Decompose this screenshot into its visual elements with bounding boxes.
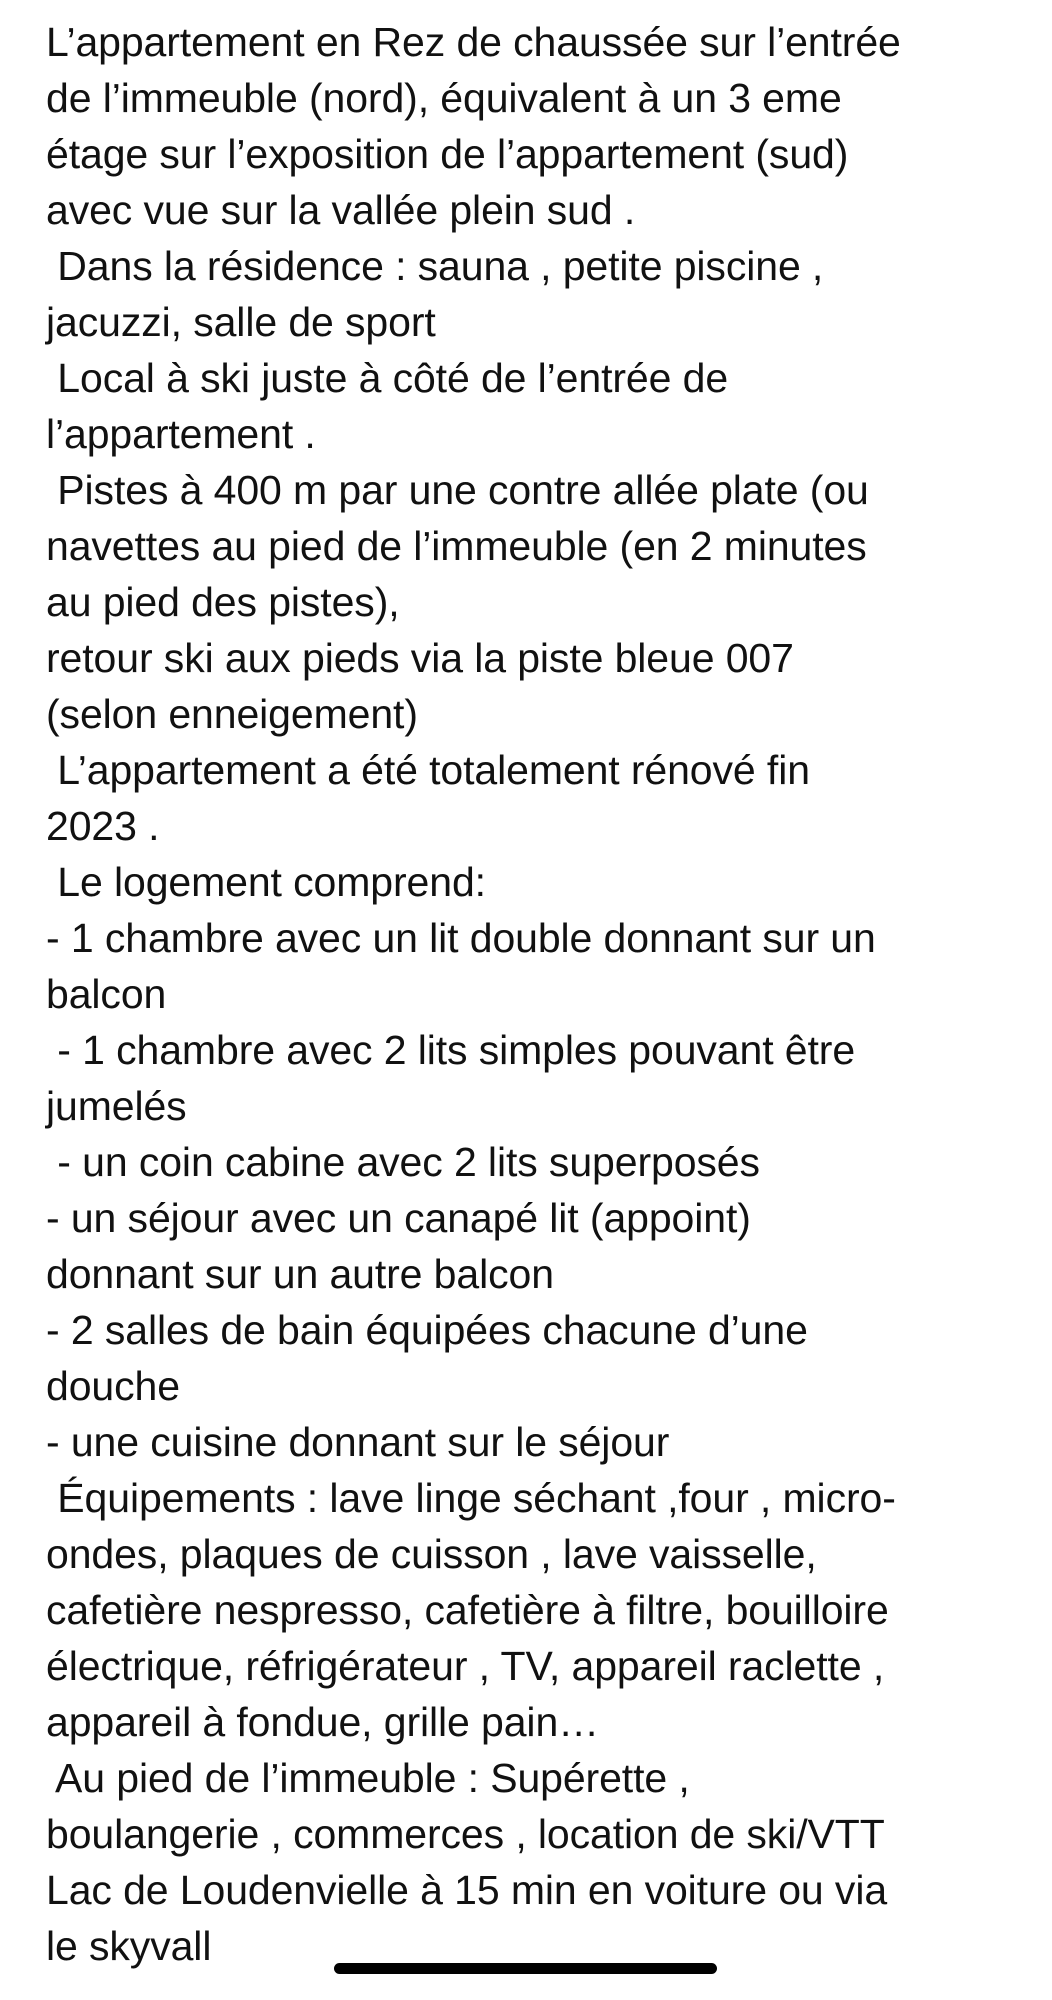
note-line: Pistes à 400 m par une contre allée plate (ou [46, 467, 869, 513]
note-line: - un coin cabine avec 2 lits superposés [46, 1139, 760, 1185]
note-line: électrique, réfrigérateur , TV, appareil raclette , [46, 1643, 885, 1689]
note-text-body [46, 14, 1046, 1974]
note-line: - une cuisine donnant sur le séjour [46, 1419, 670, 1465]
note-line: au pied des pistes), [46, 579, 400, 625]
note-line: cafetière nespresso, cafetière à filtre, bouilloire [46, 1587, 889, 1633]
note-line: boulangerie , commerces , location de ski/VTT [46, 1811, 885, 1857]
note-line: L’appartement en Rez de chaussée sur l’entrée [46, 19, 901, 65]
note-line: - 2 salles de bain équipées chacune d’une [46, 1307, 808, 1353]
note-line: donnant sur un autre balcon [46, 1251, 554, 1297]
note-line: de l’immeuble (nord), équivalent à un 3 eme [46, 75, 842, 121]
note-line: Dans la résidence : sauna , petite piscine , [46, 243, 824, 289]
note-line: avec vue sur la vallée plein sud . [46, 187, 636, 233]
note-line: appareil à fondue, grille pain… [46, 1699, 600, 1745]
note-line: le skyvall [46, 1923, 212, 1969]
home-indicator-bar[interactable] [334, 1963, 717, 1974]
note-line: (selon enneigement) [46, 691, 418, 737]
note-line: l’appartement . [46, 411, 316, 457]
note-line: douche [46, 1363, 180, 1409]
note-line: balcon [46, 971, 167, 1017]
note-line: - un séjour avec un canapé lit (appoint) [46, 1195, 751, 1241]
note-line: étage sur l’exposition de l’appartement (sud) [46, 131, 849, 177]
note-line: Au pied de l’immeuble : Supérette , [46, 1755, 690, 1801]
note-line: - 1 chambre avec 2 lits simples pouvant être [46, 1027, 856, 1073]
note-line: retour ski aux pieds via la piste bleue 007 [46, 635, 794, 681]
note-line: 2023 . [46, 803, 160, 849]
note-line: navettes au pied de l’immeuble (en 2 minutes [46, 523, 867, 569]
note-line: - 1 chambre avec un lit double donnant sur un [46, 915, 876, 961]
note-line: ondes, plaques de cuisson , lave vaisselle, [46, 1531, 817, 1577]
note-line: Équipements : lave linge séchant ,four , micro- [46, 1475, 896, 1521]
note-line: L’appartement a été totalement rénové fin [46, 747, 810, 793]
note-line: jacuzzi, salle de sport [46, 299, 436, 345]
note-line: Lac de Loudenvielle à 15 min en voiture ou via [46, 1867, 888, 1913]
note-line: Local à ski juste à côté de l’entrée de [46, 355, 729, 401]
note-line: Le logement comprend: [46, 859, 486, 905]
note-line: jumelés [46, 1083, 187, 1129]
